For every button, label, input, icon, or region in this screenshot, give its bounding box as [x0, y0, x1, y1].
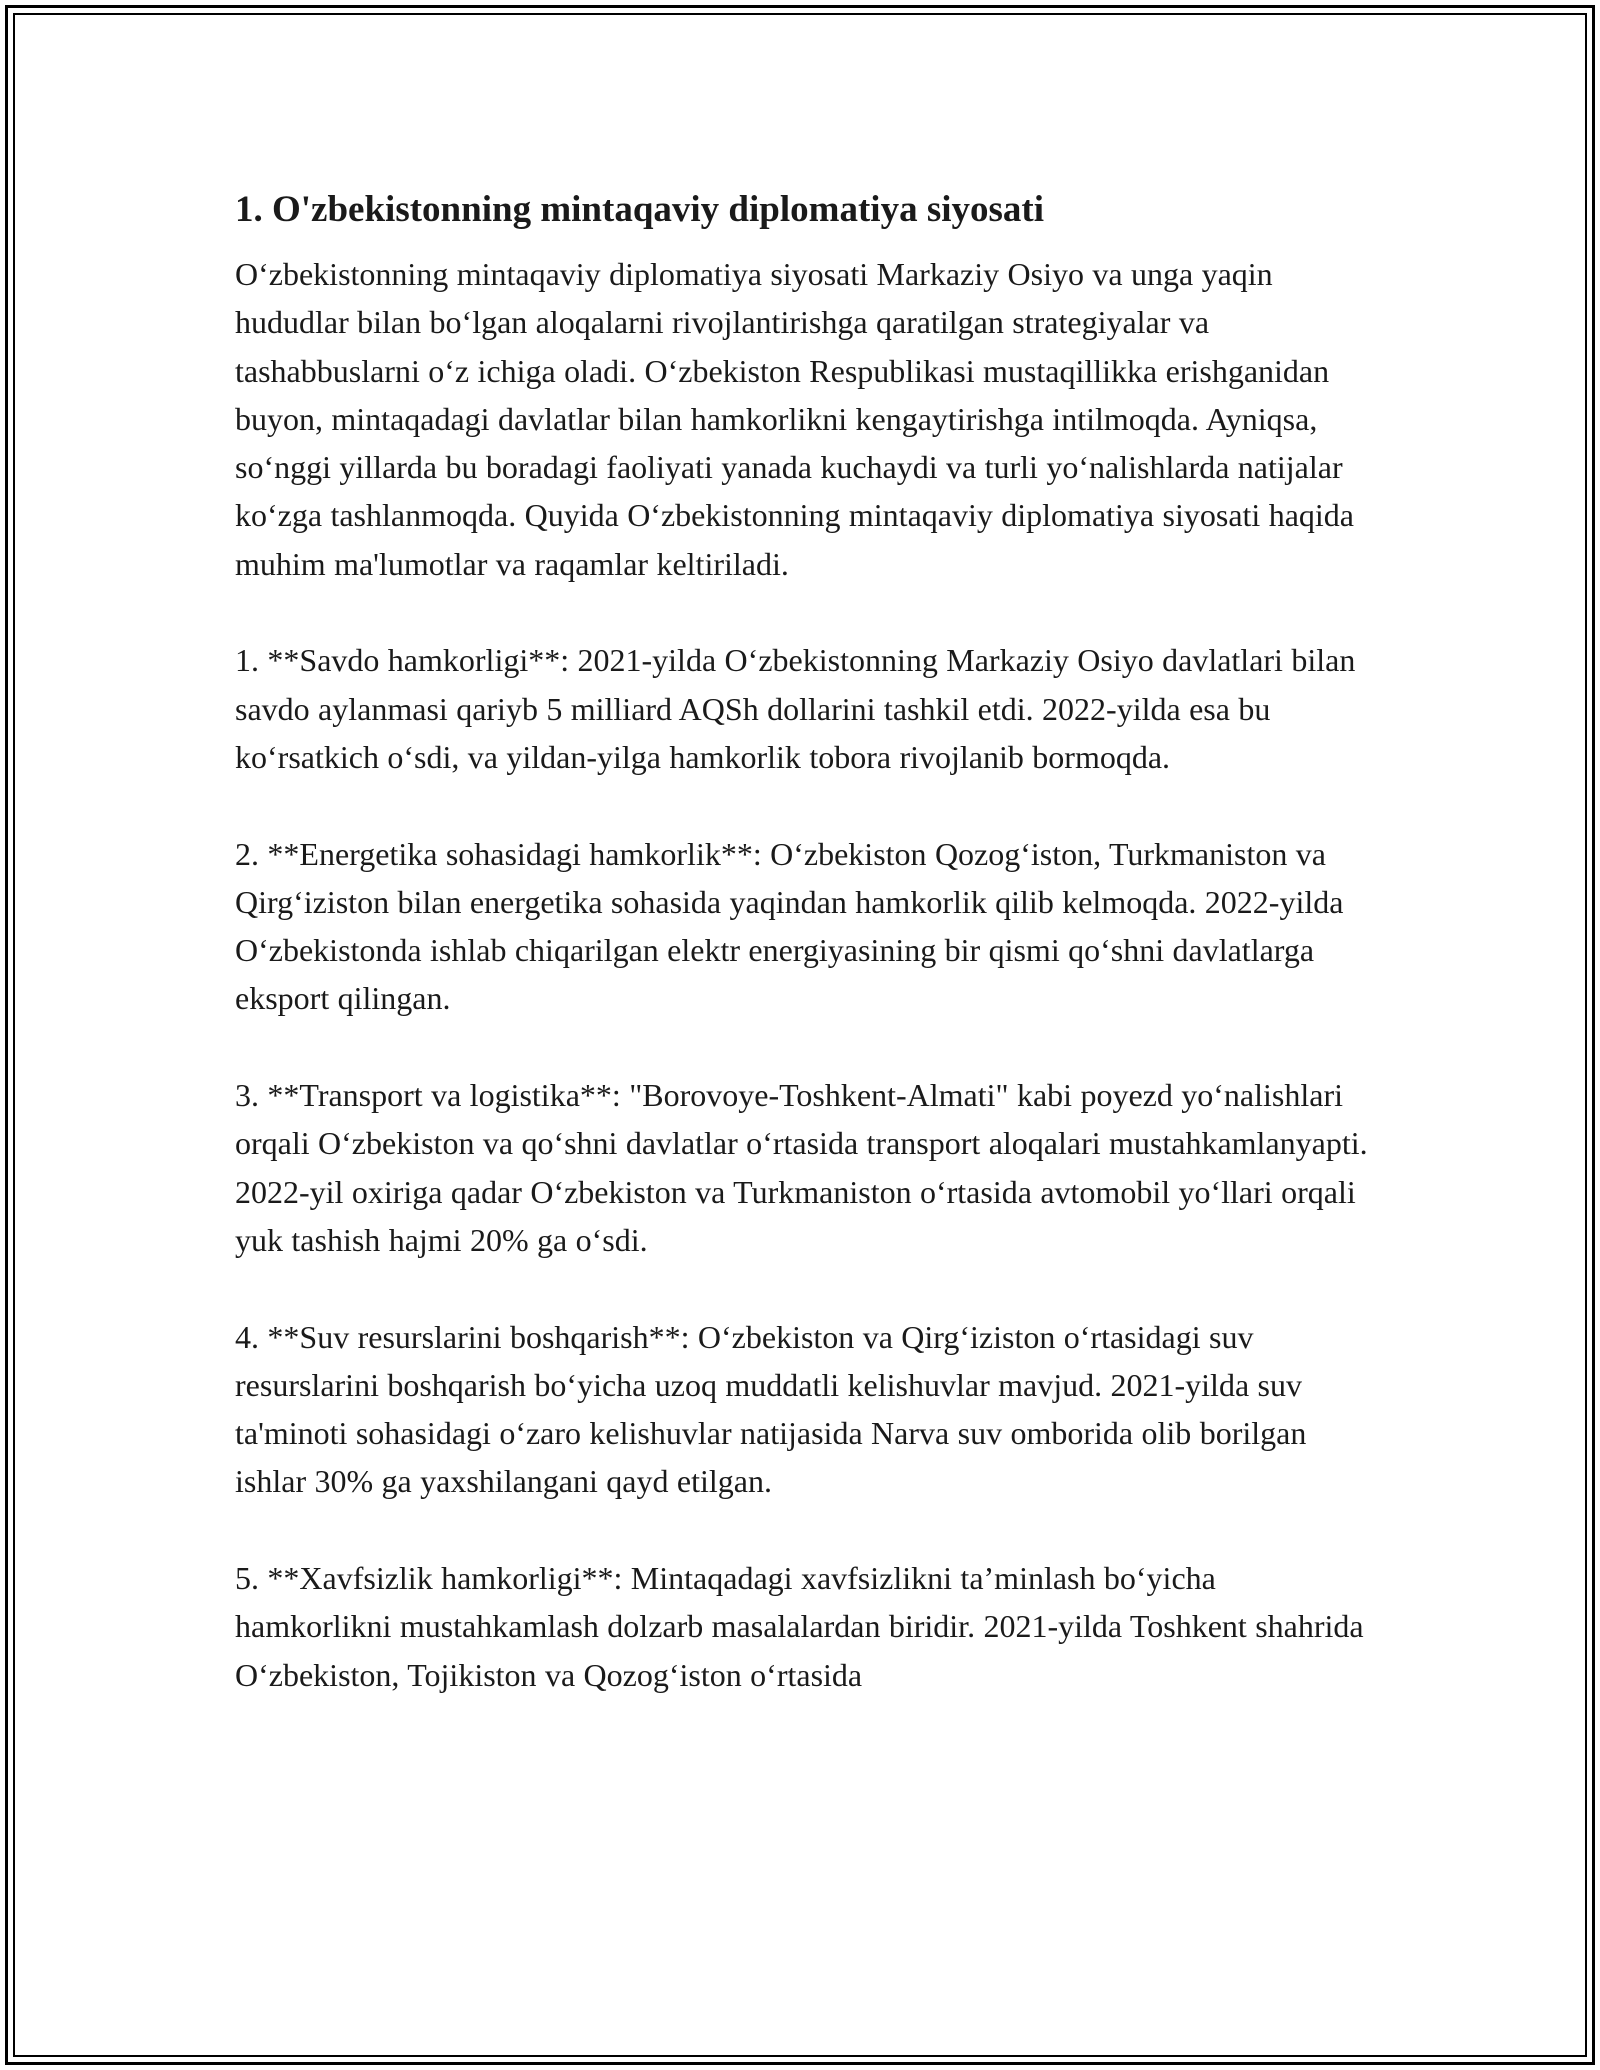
list-item-energetika: 2. **Energetika sohasidagi hamkorlik**: O‘zbekiston Qozog‘iston, Turkmaniston va Qirg‘iziston bilan energetika sohasida yaqindan hamkorlik qilib kelmoqda. 2022-yilda O‘zbekistonda ishlab chiqarilgan elektr energiyasining bir qismi qo‘shni davlatlarga eksport qilingan. [235, 835, 1344, 1017]
paragraph-gap [235, 1264, 1370, 1312]
list-item-savdo: 1. **Savdo hamkorligi**: 2021-yilda O‘zbekistonning Markaziy Osiyo davlatlari bilan savdo aylanmasi qariyb 5 milliard AQSh dollarini tashkil etdi. 2022-yilda esa bu ko‘rsatkich o‘sdi, va yildan-yilga hamkorlik tobora rivojlanib bormoqda. [235, 642, 1356, 775]
list-item-xavfsizlik: 5. **Xavfsizlik hamkorligi**: Mintaqadagi xavfsizlikni ta’minlash bo‘yicha hamkorlikni mustahkamlash dolzarb masalalardan biridir. 2021-yilda Toshkent shahrida O‘zbekiston, Tojikiston va Qozog‘iston o‘rtasida [235, 1560, 1364, 1693]
list-item-suv: 4. **Suv resurslarini boshqarish**: O‘zbekiston va Qirg‘iziston o‘rtasidagi suv resurslarini boshqarish bo‘yicha uzoq muddatli kelishuvlar mavjud. 2021-yilda suv ta'minoti sohasidagi o‘zaro kelishuvlar natijasida Narva suv omborida olib borilgan ishlar 30% ga yaxshilangani qayd etilgan. [235, 1318, 1307, 1500]
document-body [235, 186, 1370, 1699]
document-title: 1. O'zbekistonning mintaqaviy diplomatiya siyosati [235, 189, 1044, 230]
paragraph-gap [235, 1506, 1370, 1554]
list-item-transport: 3. **Transport va logistika**: "Borovoye-Toshkent-Almati" kabi poyezd yo‘nalishlari orqali O‘zbekiston va qo‘shni davlatlar o‘rtasida transport aloqalari mustahkamlanyapti. 2022-yil oxiriga qadar O‘zbekiston va Turkmaniston o‘rtasida avtomobil yo‘llari orqali yuk tashish hajmi 20% ga o‘sdi. [235, 1077, 1368, 1258]
paragraph-gap [235, 781, 1370, 829]
intro-paragraph: O‘zbekistonning mintaqaviy diplomatiya siyosati Markaziy Osiyo va unga yaqin hududlar bilan bo‘lgan aloqalarni rivojlantirishga qaratilgan strategiyalar va tashabbuslarni o‘z ichiga oladi. O‘zbekiston Respublikasi mustaqillikka erishganidan buyon, mintaqadagi davlatlar bilan hamkorlikni kengaytirishga intilmoqda. Ayniqsa, so‘nggi yillarda bu boradagi faoliyati yanada kuchaydi va turli yo‘nalishlarda natijalar ko‘zga tashlanmoqda. Quyida O‘zbekistonning mintaqaviy diplomatiya siyosati haqida muhim ma'lumotlar va raqamlar keltiriladi. [235, 256, 1355, 582]
paragraph-gap [235, 588, 1370, 636]
paragraph-gap [235, 1023, 1370, 1071]
